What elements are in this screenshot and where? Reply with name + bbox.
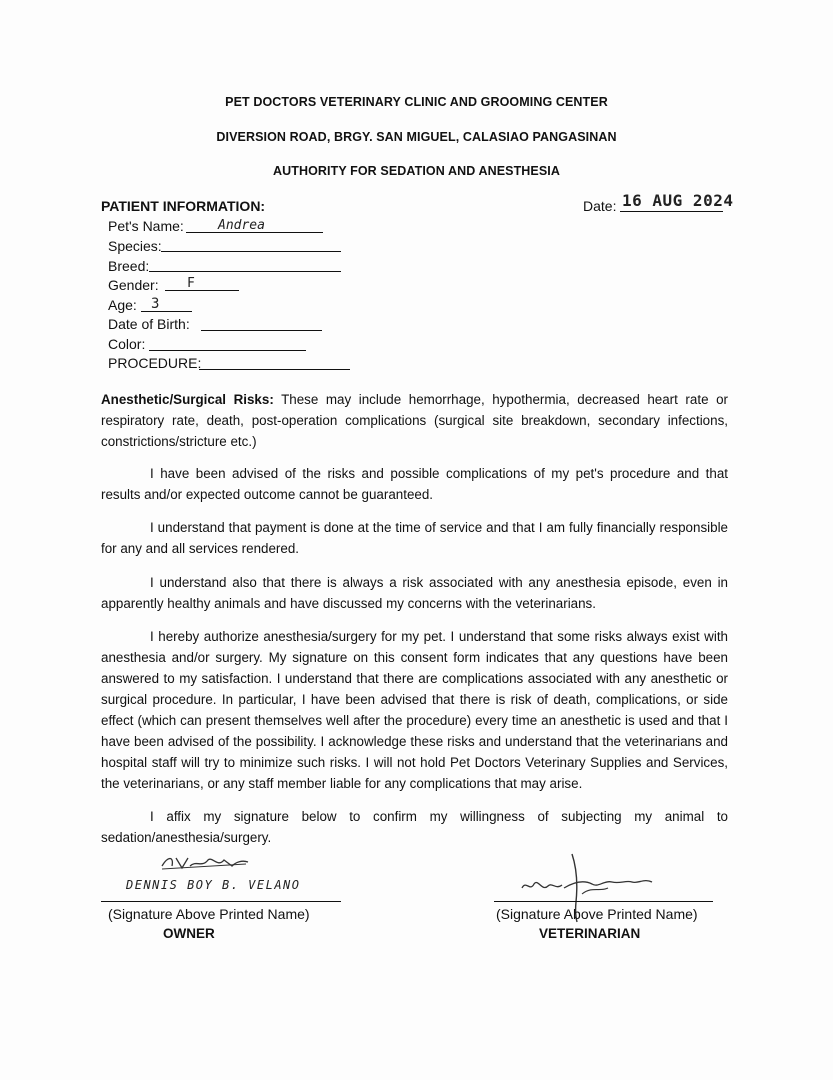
gender-label: Gender: bbox=[108, 277, 159, 293]
paragraph-affix-signature: I affix my signature below to confirm my willingness of subjecting my animal to sedation/anesthesia/surgery. bbox=[101, 809, 728, 845]
pets-name-label: Pet's Name: bbox=[108, 218, 184, 234]
vet-role-label: VETERINARIAN bbox=[539, 926, 641, 941]
date-value: 16 AUG 2024 bbox=[622, 191, 734, 210]
color-line bbox=[149, 350, 306, 351]
species-line bbox=[161, 251, 341, 252]
risks-text: These may include hemorrhage, hypothermia, decreased heart rate or respiratory rate, death, post-operation complications (surgical site breakdown, secondary infections, constrictions/stricture etc.) bbox=[101, 392, 728, 449]
date-line bbox=[620, 211, 723, 212]
procedure-label: PROCEDURE: bbox=[108, 355, 202, 371]
dob-line bbox=[201, 330, 322, 331]
species-label: Species: bbox=[108, 238, 162, 254]
gender-value: F bbox=[187, 276, 195, 291]
risks-title: Anesthetic/Surgical Risks: bbox=[101, 392, 274, 407]
age-label: Age: bbox=[108, 297, 137, 313]
vet-signature-line bbox=[494, 901, 713, 902]
dob-label: Date of Birth: bbox=[108, 316, 190, 332]
paragraph-authorization: I hereby authorize anesthesia/surgery for my pet. I understand that some risks always exist with anesthesia and/or surgery. My signature on this consent form indicates that any questions have been answered to my satisfaction. I understand that there are complications associated with any anesthetic or surgical procedure. In particular, I have been advised that there is risk of death, complications, or side effect (which can present themselves well after the procedure) every time an anesthetic is used and that I have been advised of the possibility. I acknowledge these risks and understand that the veterinarians and hospital staff will try to minimize such risks. I will not hold Pet Doctors Veterinary Supplies and Services, the veterinarians, or any staff member liable for any complications that may arise. bbox=[101, 629, 728, 791]
breed-line bbox=[149, 271, 341, 272]
owner-role-label: OWNER bbox=[163, 926, 215, 941]
vet-signature-caption: (Signature Above Printed Name) bbox=[496, 906, 698, 922]
date-label: Date: bbox=[583, 198, 617, 214]
clinic-name: PET DOCTORS VETERINARY CLINIC AND GROOMING CENTER bbox=[225, 95, 608, 109]
color-label: Color: bbox=[108, 336, 146, 352]
paragraph-risks-advised: I have been advised of the risks and possible complications of my pet's procedure and that results and/or expected outcome cannot be guaranteed. bbox=[101, 466, 728, 502]
paragraph-payment: I understand that payment is done at the time of service and that I am fully financially responsible for any and all services rendered. bbox=[101, 520, 728, 556]
breed-label: Breed: bbox=[108, 258, 150, 274]
clinic-address: DIVERSION ROAD, BRGY. SAN MIGUEL, CALASIAO PANGASINAN bbox=[216, 130, 617, 144]
pets-name-value: Andrea bbox=[218, 218, 265, 233]
form-title: AUTHORITY FOR SEDATION AND ANESTHESIA bbox=[272, 164, 561, 178]
owner-signature-line bbox=[101, 901, 341, 902]
procedure-line bbox=[199, 369, 350, 370]
patient-info-title: PATIENT INFORMATION: bbox=[101, 198, 266, 214]
owner-signature-scribble bbox=[160, 852, 250, 874]
age-line bbox=[141, 311, 192, 312]
owner-printed-name: DENNIS BOY B. VELANO bbox=[126, 878, 301, 892]
gender-line bbox=[165, 290, 239, 291]
risks-paragraph bbox=[101, 389, 728, 452]
owner-signature-caption: (Signature Above Printed Name) bbox=[108, 906, 310, 922]
age-value: 3 bbox=[151, 296, 160, 312]
paragraph-anesthesia-risk: I understand also that there is always a risk associated with any anesthesia episode, even in apparently healthy animals and have discussed my concerns with the veterinarians. bbox=[101, 575, 728, 611]
